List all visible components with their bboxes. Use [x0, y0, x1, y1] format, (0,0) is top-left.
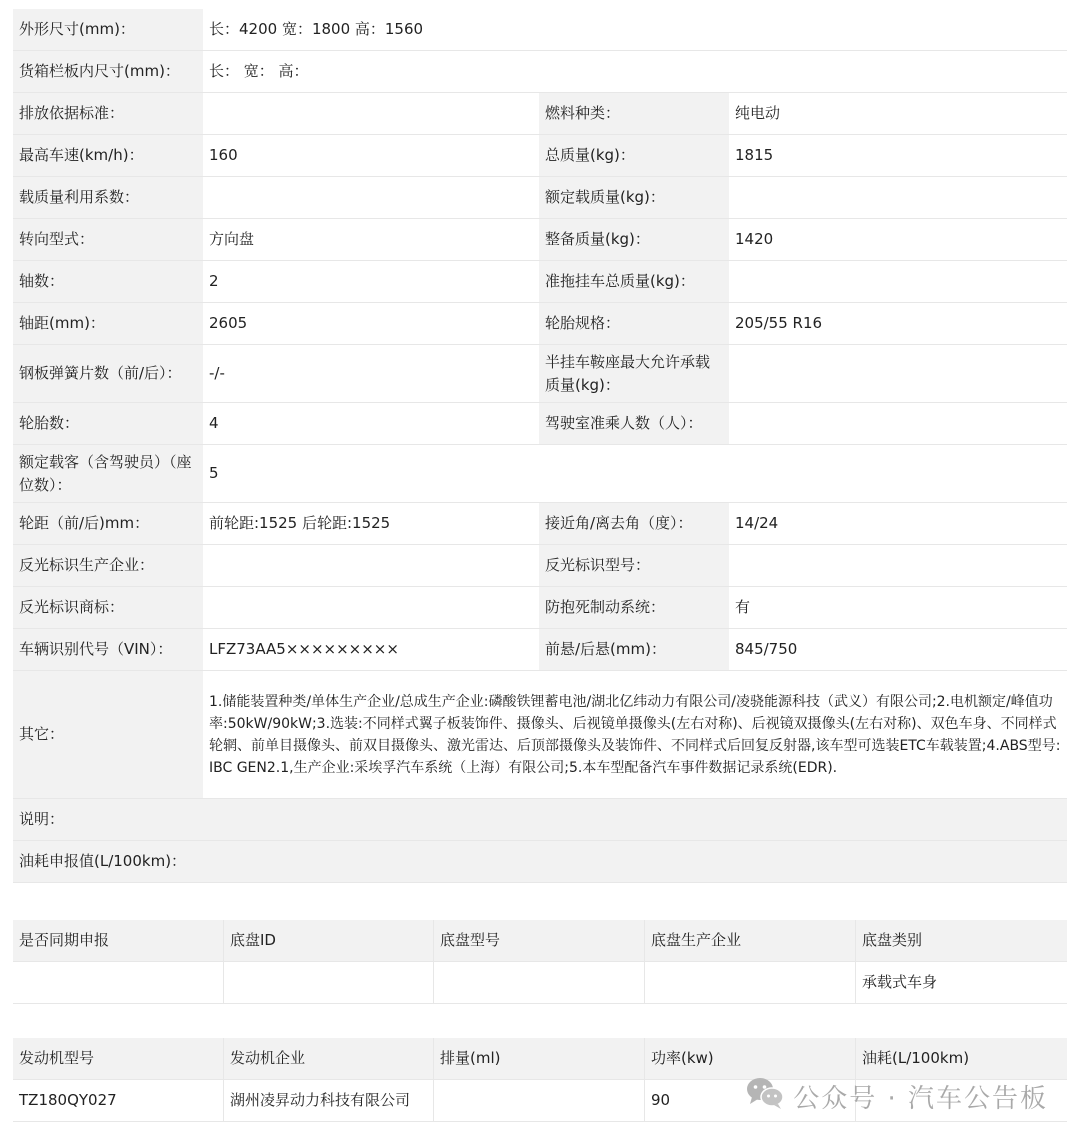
- spec-row: [13, 9, 1067, 51]
- angles-value: 14/24: [729, 503, 1067, 545]
- curb-mass-value: 1420: [729, 219, 1067, 261]
- other-value: 1.储能装置种类/单体生产企业/总成生产企业:磷酸铁锂蓄电池/湖北亿纬动力有限公司/凌骁能源科技（武义）有限公司;2.电机额定/峰值功率:50kW/90kW;3.选装:不同样式翼子板装饰件、摄像头、后视镜单摄像头(左右对称)、后视镜双摄像头(左右对称)、双色车身、不同样式轮辋、前单目摄像头、前双目摄像头、激光雷达、后顶部摄像头及装饰件、不同样式后回复反射器,该车型可选装ETC车载装置;4.ABS型号:IBC GEN2.1,生产企业:采埃孚汽车系统（上海）有限公司;5.本车型配备汽车事件数据记录系统(EDR).: [203, 671, 1067, 799]
- wheelbase-value: 2605: [203, 303, 539, 345]
- leaf-springs-value: -/-: [203, 345, 539, 403]
- axles-value: 2: [203, 261, 539, 303]
- tires-label: 轮胎数：: [13, 403, 203, 445]
- engine-cell: [434, 1080, 645, 1122]
- watermark: [745, 1078, 1048, 1114]
- reflector-brand-label: 反光标识商标：: [13, 587, 203, 629]
- vin-label: 车辆识别代号（VIN）：: [13, 629, 203, 671]
- spec-row: [13, 177, 1067, 219]
- cargo-box-label: 货箱栏板内尺寸(mm)：: [13, 51, 203, 93]
- table-header-row: [13, 1038, 1067, 1080]
- reflector-brand-value: [203, 587, 539, 629]
- spec-row: [13, 303, 1067, 345]
- fuel-value: 纯电动: [729, 93, 1067, 135]
- rated-load-value: [729, 177, 1067, 219]
- max-speed-value: 160: [203, 135, 539, 177]
- emission-label: 排放依据标准：: [13, 93, 203, 135]
- chassis-cell: 承载式车身: [856, 962, 1067, 1004]
- spec-row: [13, 51, 1067, 93]
- chassis-header-cell: 是否同期申报: [13, 920, 224, 962]
- chassis-cell: [224, 962, 434, 1004]
- axles-label: 轴数：: [13, 261, 203, 303]
- remark-value: [203, 799, 1067, 841]
- dimensions-label: 外形尺寸(mm)：: [13, 9, 203, 51]
- fuel-label: 燃料种类：: [539, 93, 729, 135]
- reflector-maker-value: [203, 545, 539, 587]
- tire-spec-value: 205/55 R16: [729, 303, 1067, 345]
- spec-row: [13, 671, 1067, 799]
- fuel-consumption-value: [203, 841, 1067, 883]
- abs-value: 有: [729, 587, 1067, 629]
- chassis-header-cell: 底盘类别: [856, 920, 1067, 962]
- table-row: [13, 962, 1067, 1004]
- spec-row: [13, 403, 1067, 445]
- dimensions-value: 长：4200 宽：1800 高：1560: [203, 9, 1067, 51]
- curb-mass-label: 整备质量(kg)：: [539, 219, 729, 261]
- leaf-springs-label: 钢板弹簧片数（前/后）：: [13, 345, 203, 403]
- chassis-header-cell: 底盘生产企业: [645, 920, 856, 962]
- overhang-label: 前悬/后悬(mm)：: [539, 629, 729, 671]
- trailer-mass-value: [729, 261, 1067, 303]
- gross-mass-label: 总质量(kg)：: [539, 135, 729, 177]
- fuel-consumption-label: 油耗申报值(L/100km)：: [13, 841, 203, 883]
- wheelbase-label: 轴距(mm)：: [13, 303, 203, 345]
- reflector-maker-label: 反光标识生产企业：: [13, 545, 203, 587]
- spec-table: [13, 9, 1067, 883]
- cab-seats-label: 驾驶室准乘人数（人）：: [539, 403, 729, 445]
- engine-cell: 90: [645, 1080, 856, 1122]
- engine-cell: TZ180QY027: [13, 1080, 224, 1122]
- spec-row: [13, 503, 1067, 545]
- reflector-model-label: 反光标识型号：: [539, 545, 729, 587]
- emission-value: [203, 93, 539, 135]
- engine-cell: 湖州凌昇动力科技有限公司: [224, 1080, 434, 1122]
- max-speed-label: 最高车速(km/h)：: [13, 135, 203, 177]
- spec-row: [13, 841, 1067, 883]
- engine-header-cell: 功率(kw): [645, 1038, 856, 1080]
- reflector-model-value: [729, 545, 1067, 587]
- angles-label: 接近角/离去角（度）：: [539, 503, 729, 545]
- gross-mass-value: 1815: [729, 135, 1067, 177]
- passengers-label: 额定载客（含驾驶员）（座位数）：: [13, 445, 203, 503]
- chassis-cell: [13, 962, 224, 1004]
- rated-load-label: 额定载质量(kg)：: [539, 177, 729, 219]
- chassis-header-cell: 底盘ID: [224, 920, 434, 962]
- cargo-box-value: 长： 宽： 高：: [203, 51, 1067, 93]
- overhang-value: 845/750: [729, 629, 1067, 671]
- saddle-mass-label: 半挂车鞍座最大允许承载质量(kg)：: [539, 345, 729, 403]
- steering-value: 方向盘: [203, 219, 539, 261]
- tire-spec-label: 轮胎规格：: [539, 303, 729, 345]
- wechat-icon: [745, 1076, 785, 1117]
- chassis-table: [13, 920, 1067, 1004]
- spec-row: [13, 799, 1067, 841]
- tires-value: 4: [203, 403, 539, 445]
- table-header-row: [13, 920, 1067, 962]
- spec-row: [13, 261, 1067, 303]
- trailer-mass-label: 准拖挂车总质量(kg)：: [539, 261, 729, 303]
- track-label: 轮距（前/后)mm：: [13, 503, 203, 545]
- engine-header-cell: 油耗(L/100km): [856, 1038, 1067, 1080]
- spec-row: [13, 545, 1067, 587]
- load-factor-label: 载质量利用系数：: [13, 177, 203, 219]
- spec-row: [13, 135, 1067, 177]
- spec-row: [13, 445, 1067, 503]
- vin-value: LFZ73AA5×××××××××: [203, 629, 539, 671]
- spec-row: [13, 345, 1067, 403]
- remark-label: 说明：: [13, 799, 203, 841]
- abs-label: 防抱死制动系统：: [539, 587, 729, 629]
- steering-label: 转向型式：: [13, 219, 203, 261]
- chassis-header-cell: 底盘型号: [434, 920, 645, 962]
- track-value: 前轮距:1525 后轮距:1525: [203, 503, 539, 545]
- spec-row: [13, 629, 1067, 671]
- chassis-cell: [434, 962, 645, 1004]
- watermark-text: 公众号 · 汽车公告板: [793, 1083, 1048, 1114]
- engine-header-cell: 发动机企业: [224, 1038, 434, 1080]
- engine-header-cell: 排量(ml): [434, 1038, 645, 1080]
- spec-row: [13, 587, 1067, 629]
- load-factor-value: [203, 177, 539, 219]
- passengers-value: 5: [203, 445, 1067, 503]
- chassis-cell: [645, 962, 856, 1004]
- spec-row: [13, 93, 1067, 135]
- cab-seats-value: [729, 403, 1067, 445]
- engine-header-cell: 发动机型号: [13, 1038, 224, 1080]
- spec-row: [13, 219, 1067, 261]
- other-label: 其它：: [13, 671, 203, 799]
- saddle-mass-value: [729, 345, 1067, 403]
